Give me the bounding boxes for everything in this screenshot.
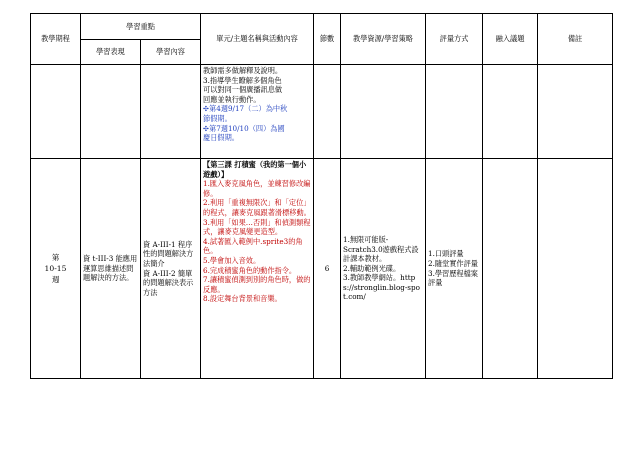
activity-step: 4.試著匯入範例中.sprite3的角色。 <box>203 236 303 256</box>
cell-week-empty <box>31 65 81 159</box>
holiday-note: ✣第4週9/17（二）為中秋 <box>203 104 288 114</box>
cell-week <box>31 159 81 379</box>
table-row <box>31 65 613 159</box>
holiday-note: 慶日假期。 <box>203 133 239 143</box>
cell-remarks-empty <box>538 65 613 159</box>
cell-assessment <box>426 159 483 379</box>
header-sessions: 節數 <box>314 14 341 65</box>
header-remarks: 備註 <box>538 14 613 65</box>
activity-line: 3.指導學生瞭解多個角色 <box>203 75 282 85</box>
activity-step: 5.學會加入音效。 <box>203 255 261 265</box>
header-assessment: 評量方式 <box>426 14 483 65</box>
cell-resources-empty <box>341 65 426 159</box>
cell-performance-empty <box>81 65 141 159</box>
cell-topics-empty <box>483 65 538 159</box>
header-learning-performance: 學習表現 <box>81 40 141 65</box>
holiday-note: ✣第7週10/10（四）為國 <box>203 123 285 133</box>
table-row <box>31 159 613 379</box>
activity-step: 1.匯入麥克風角色，並練習修改編修。 <box>203 179 311 198</box>
holiday-note: 節假期。 <box>203 113 232 123</box>
resource-item: 3.教師教學網站。https://stronglin.blog-spot.com/ <box>343 273 420 302</box>
activity-line: 教師需多做解釋及說明。 <box>203 66 283 75</box>
lesson-title: 【第三課 打積蜜（我的第一個小遊戲）】 <box>203 160 307 179</box>
activity-line: 可以對同一個廣播訊息做 <box>203 85 283 95</box>
activity-step: 6.完成積蜜角色的動作指令。 <box>203 265 297 275</box>
cell-content-empty <box>141 65 201 159</box>
resource-item: 1.無限可能版-Scratch3.0遊戲程式設計課本教材。 <box>343 234 419 264</box>
header-row-1 <box>31 14 613 40</box>
week-line: 10-15 <box>44 264 67 273</box>
assessment-item: 2.隨堂實作評量 <box>428 258 478 268</box>
resource-item: 2.輔助範例光碟。 <box>343 263 401 273</box>
cell-topics <box>483 159 538 379</box>
cell-assessment-empty <box>426 65 483 159</box>
header-learning-content: 學習內容 <box>141 40 201 65</box>
cell-resources <box>341 159 426 379</box>
header-unit-title: 單元/主題名稱與活動內容 <box>201 14 314 65</box>
cell-remarks <box>538 159 613 379</box>
activity-step: 2.利用「重複無限次」和「定位」的程式，讓麥克風跟著滑標移動。 <box>203 198 311 217</box>
assessment-item: 1.口頭評量 <box>428 249 464 259</box>
cell-activity <box>201 65 314 159</box>
cell-performance: 資 t-III-3 能應用運算思維描述問題解決的方法。 <box>81 159 141 379</box>
activity-step: 3.利用「如果…否則」和偵測類程式，讓麥克風變更造型。 <box>203 217 311 237</box>
header-integrated-topics: 融入議題 <box>483 14 538 65</box>
assessment-item: 3.學習歷程檔案評量 <box>428 268 478 288</box>
activity-line: 回應並執行動作。 <box>203 94 261 104</box>
header-teaching-period: 教學期程 <box>31 14 81 65</box>
cell-sessions-empty <box>314 65 341 159</box>
week-line: 週 <box>51 275 60 284</box>
cell-sessions: 6 <box>314 159 341 379</box>
header-learning-focus: 學習重點 <box>81 14 201 40</box>
cell-content: 資 A-III-1 程序性的問題解決方法簡介 資 A-III-2 簡單的問題解決表示方法 <box>141 159 201 379</box>
cell-activity <box>201 159 314 379</box>
activity-step: 8.設定舞台背景和音樂。 <box>203 294 282 304</box>
week-line: 第 <box>51 253 60 262</box>
curriculum-table <box>30 13 613 379</box>
activity-step: 7.讓積蜜偵測到別的角色時，做的反應。 <box>203 275 311 294</box>
header-resources: 教學資源/學習策略 <box>341 14 426 65</box>
